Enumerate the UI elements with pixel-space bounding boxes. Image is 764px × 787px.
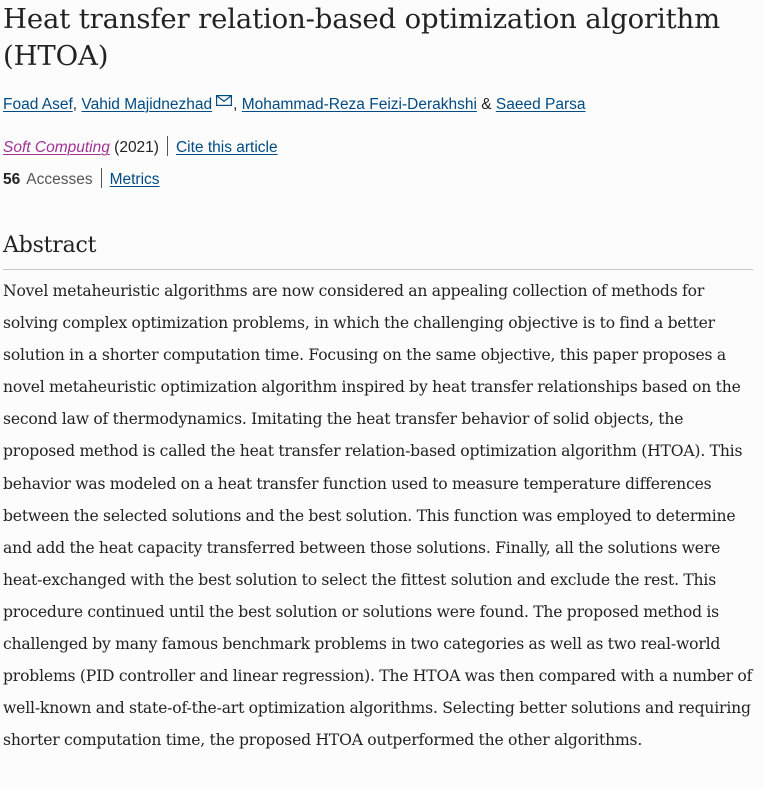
accesses-count: 56 [3,171,21,188]
divider [167,136,168,156]
author-link-1[interactable]: Foad Asef [3,96,73,113]
author-separator: , [233,96,238,113]
cite-article-link[interactable]: Cite this article [175,139,278,156]
author-link-2[interactable]: Vahid Majidnezhad [81,96,213,113]
article-page [3,0,755,756]
article-metrics [3,168,755,190]
envelope-icon[interactable] [216,95,232,106]
metrics-link[interactable]: Metrics [109,171,160,188]
author-list [3,95,755,115]
author-separator: & [481,96,492,113]
abstract-heading: Abstract [3,232,753,270]
author-link-4[interactable]: Saeed Parsa [495,96,586,113]
publication-info [3,136,755,158]
journal-link[interactable]: Soft Computing [3,139,110,156]
author-separator: , [72,96,78,113]
abstract-text: Novel metaheuristic algorithms are now considered an appealing collection of methods for solving complex optimization problems, in which the challenging objective is to find a better solution in a shorter computation time. Focusing on the same objective, this paper proposes a novel metaheuristic optimization algorithm inspired by heat transfer relationships based on the second law of thermodynamics. Imitating the heat transfer behavior of solid objects, the proposed method is called the heat transfer relation-based optimization algorithm (HTOA). This behavior was modeled on a heat transfer function used to measure temperature differences between the selected solutions and the best solution. This function was employed to determine and add the heat capacity transferred between those solutions. Finally, all the solutions were heat-exchanged with the best solution to select the fittest solution and exclude the rest. This procedure continued until the best solution or solutions were found. The proposed method is challenged by many famous benchmark problems in two categories as well as two real-world problems (PID controller and linear regression). The HTOA was then compared with a number of well-known and state-of-the-art optimization algorithms. Selecting better solutions and requiring shorter computation time, the proposed HTOA outperformed the other algorithms. [3,282,753,750]
divider [101,168,102,188]
publication-year: (2021) [114,139,159,156]
accesses-label: Accesses [26,171,93,188]
author-link-3[interactable]: Mohammad-Reza Feizi-Derakhshi [241,96,477,113]
article-title: Heat transfer relation-based optimization algorithm (HTOA) [3,3,721,72]
